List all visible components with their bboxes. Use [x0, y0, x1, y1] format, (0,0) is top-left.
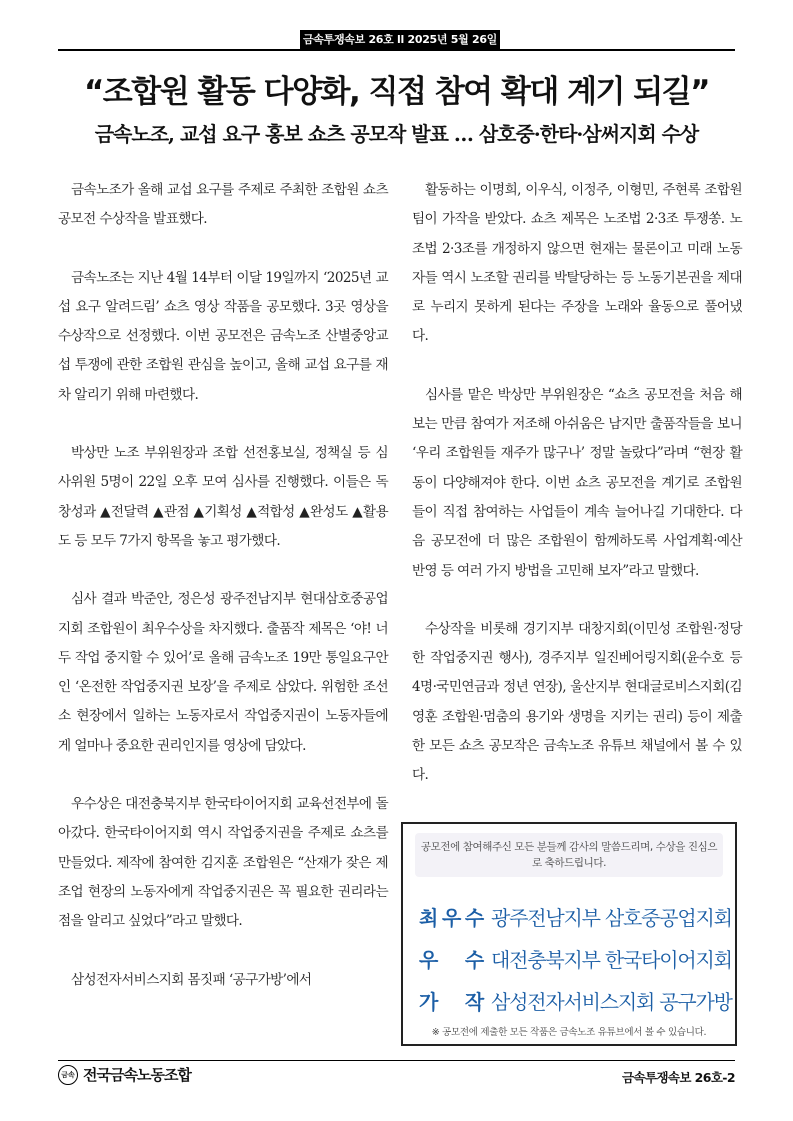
paragraph: 심사를 맡은 박상만 부위원장은 “쇼츠 공모전을 처음 해보는 만큼 참여가 저조해 아쉬움은 남지만 출품작들을 보니 ‘우리 조합원들 재주가 많구나’ 정말 놀랐다”라며 “현장 활동이 다양해져야 한다. 이번 쇼츠 공모전을 계기로 조합원들이 직접 참여하는 사업들이 계속 늘어나길 기대한다. 다음 공모전에 더 많은 조합원이 함께하도록 사업계획·예산 반영 등 여러 가지 방법을 고민해 보자”라고 말했다. — [412, 386, 742, 579]
award-winner: 광주전남지부 삼호중공업지회 — [491, 905, 732, 930]
award-row — [419, 937, 735, 979]
award-rank-char: 수 — [464, 947, 483, 972]
issue-tag: 금속투쟁속보 26호 ll 2025년 5월 26일 — [300, 30, 500, 49]
paragraph: 심사 결과 박준안, 정은성 광주전남지부 현대삼호중공업지회 조합원이 최우수상을 차지했다. 출품작 제목은 ‘야! 너두 작업 중지할 수 있어’로 올해 금속노조 19만 통일요구안인 ‘온전한 작업중지권 보장’을 주제로 삼았다. 위험한 조선소 현장에서 일하는 노동자로서 작업중지권이 노동자들에게 얼마나 중요한 권리인지를 영상에 담았다. — [58, 591, 388, 754]
paragraph: 금속노조는 지난 4월 14부터 이달 19일까지 ‘2025년 교섭 요구 알려드림’ 쇼츠 영상 작품을 공모했다. 3곳 영상을 수상작으로 선정했다. 이번 공모전은 금속노조 산별중앙교섭 투쟁에 관한 조합원 관심을 높이고, 올해 교섭 요구를 재차 알리기 위해 마련했다. — [58, 269, 388, 403]
award-box — [401, 822, 737, 1046]
award-list — [419, 895, 735, 1021]
article-right-column — [412, 176, 742, 791]
award-rank-char: 우 — [441, 905, 461, 930]
award-winner: 대전충북지부 한국타이어지회 — [491, 947, 732, 972]
footer-rule — [58, 1060, 735, 1061]
subhead: 금속노조, 교섭 요구 홍보 쇼츠 공모작 발표 … 삼호중·한타·삼써지회 수상 — [94, 122, 699, 146]
headline: “조합원 활동 다양화, 직접 참여 확대 계기 되길” — [83, 74, 710, 110]
award-row — [419, 979, 735, 1021]
award-winner: 삼성전자서비스지회 공구가방 — [491, 989, 732, 1014]
paragraph: 활동하는 이명희, 이우식, 이정주, 이형민, 주현록 조합원 팀이 가작을 받았다. 쇼츠 제목은 노조법 2·3조 투쟁쏭. 노조법 2·3조를 개정하지 않으면 현재는 물론이고 미래 노동자들 역시 노조할 권리를 박탈당하는 등 노동기본권을 제대로 누리지 못하게 된다는 주장을 노래와 율동으로 풀어냈다. — [412, 182, 742, 345]
paragraph: 금속노조가 올해 교섭 요구를 주제로 주최한 조합원 쇼츠 공모전 수상작을 발표했다. — [58, 182, 388, 228]
union-name: 전국금속노동조합 — [83, 1066, 191, 1084]
award-rank — [419, 944, 483, 973]
award-rank — [419, 986, 483, 1015]
award-rank-char: 수 — [464, 905, 483, 930]
union-emblem-icon: 금속 — [58, 1065, 78, 1085]
header-rule — [58, 49, 735, 51]
award-rank-char: 우 — [419, 947, 438, 972]
award-rank-char: 가 — [419, 989, 438, 1014]
award-rank-char: 작 — [464, 989, 483, 1014]
award-footnote: ※ 공모전에 제출한 모든 작품은 금속노조 유튜브에서 볼 수 있습니다. — [431, 1027, 707, 1038]
award-row — [419, 895, 735, 937]
paragraph: 박상만 노조 부위원장과 조합 선전홍보실, 정책실 등 심사위원 5명이 22일 오후 모여 심사를 진행했다. 이들은 독창성과 ▲전달력 ▲관점 ▲기획성 ▲적합성 ▲완성도 ▲활용도 등 모두 7가지 항목을 놓고 평가했다. — [58, 445, 388, 549]
award-rank — [419, 902, 483, 931]
article-left-column — [58, 176, 388, 995]
award-thanks-note: 공모전에 참여해주신 모든 분들께 감사의 말씀드리며, 수상을 진심으로 축하드립니다. — [415, 833, 723, 877]
paragraph: 수상작을 비롯해 경기지부 대창지회(이민성 조합원·정당한 작업중지권 행사), 경주지부 일진베어링지회(윤수호 등 4명·국민연금과 정년 연장), 울산지부 현대글로비스지회(김영훈 조합원·멈춤의 용기와 생명을 지키는 권리) 등이 제출한 모든 쇼츠 공모작은 금속노조 유튜브 채널에서 볼 수 있다. — [412, 620, 742, 784]
page-label: 금속투쟁속보 26호-2 — [622, 1070, 735, 1085]
paragraph: 삼성전자서비스지회 몸짓패 ‘공구가방’에서 — [71, 971, 312, 988]
union-logo — [58, 1064, 191, 1085]
paragraph: 우수상은 대전충북지부 한국타이어지회 교육선전부에 돌아갔다. 한국타이어지회 역시 작업중지권을 주제로 쇼츠를 만들었다. 제작에 참여한 김지훈 조합원은 “산재가 잦은 제조업 현장의 노동자에게 작업중지권은 꼭 필요한 권리라는 점을 알리고 싶었다”라고 말했다. — [58, 796, 388, 930]
award-rank-char: 최 — [419, 905, 438, 930]
